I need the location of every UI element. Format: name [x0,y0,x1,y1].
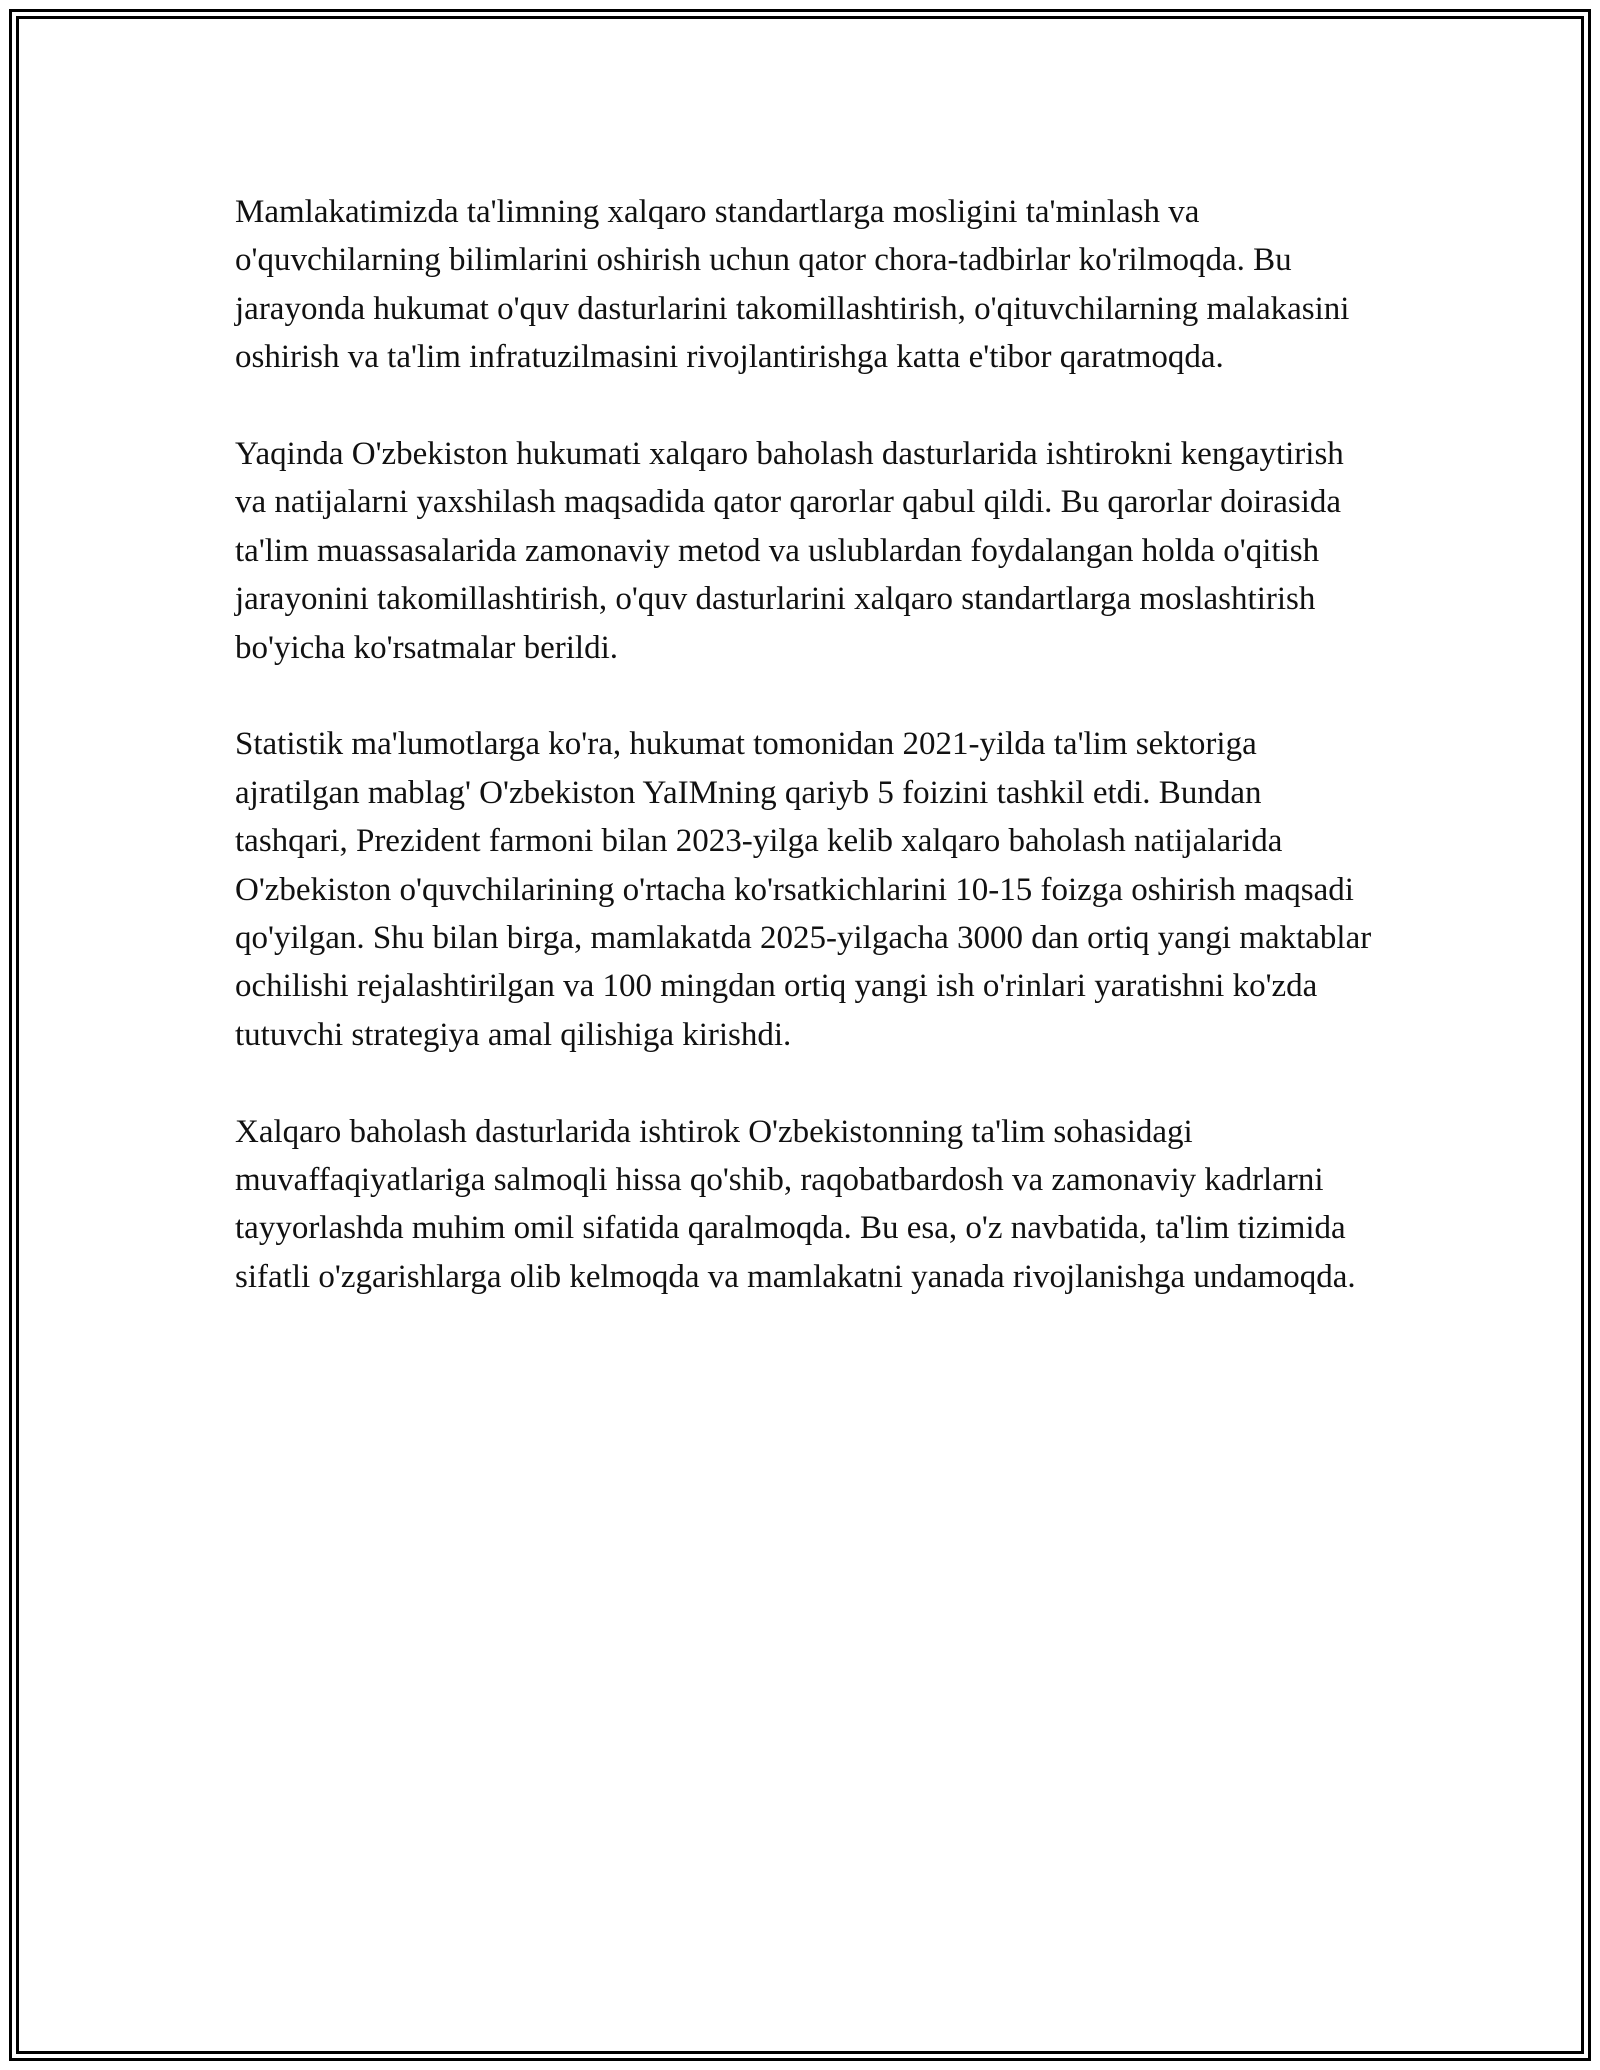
paragraph-1: Mamlakatimizda ta'limning xalqaro standartlarga mosligini ta'minlash va o'quvchilarning bilimlarini oshirish uchun qator chora-tadbirlar ko'rilmoqda. Bu jarayonda hukumat o'quv dasturlarini takomillashtirish, o'qituvchilarning malakasini oshirish va ta'lim infratuzilmasini rivojlantirishga katta e'tibor qaratmoqda. [235,194,1350,376]
paragraph-3: Statistik ma'lumotlarga ko'ra, hukumat tomonidan 2021-yilda ta'lim sektoriga ajratilgan mablag' O'zbekiston YaIMning qariyb 5 foizini tashkil etdi. Bundan tashqari, Prezident farmoni bilan 2023-yilga kelib xalqaro baholash natijalarida O'zbekiston o'quvchilarining o'rtacha ko'rsatkichlarini 10-15 foizga oshirish maqsadi qo'yilgan. Shu bilan birga, mamlakatda 2025-yilgacha 3000 dan ortiq yangi maktablar ochilishi rejalashtirilgan va 100 mingdan ortiq yangi ish o'rinlari yaratishni ko'zda tutuvchi strategiya amal qilishiga kirishdi. [235,726,1372,1053]
paragraph-2: Yaqinda O'zbekiston hukumati xalqaro baholash dasturlarida ishtirokni kengaytirish va natijalarni yaxshilash maqsadida qator qarorlar qabul qildi. Bu qarorlar doirasida ta'lim muassasalarida zamonaviy metod va uslublardan foydalangan holda o'qitish jarayonini takomillashtirish, o'quv dasturlarini xalqaro standartlarga moslashtirish bo'yicha ko'rsatmalar berildi. [235,436,1344,666]
document-body [235,188,1375,1301]
paragraph-4: Xalqaro baholash dasturlarida ishtirok O'zbekistonning ta'lim sohasidagi muvaffaqiyatlariga salmoqli hissa qo'shib, raqobatbardosh va zamonaviy kadrlarni tayyorlashda muhim omil sifatida qaralmoqda. Bu esa, o'z navbatida, ta'lim tizimida sifatli o'zgarishlarga olib kelmoqda va mamlakatni yanada rivojlanishga undamoqda. [235,1113,1356,1295]
